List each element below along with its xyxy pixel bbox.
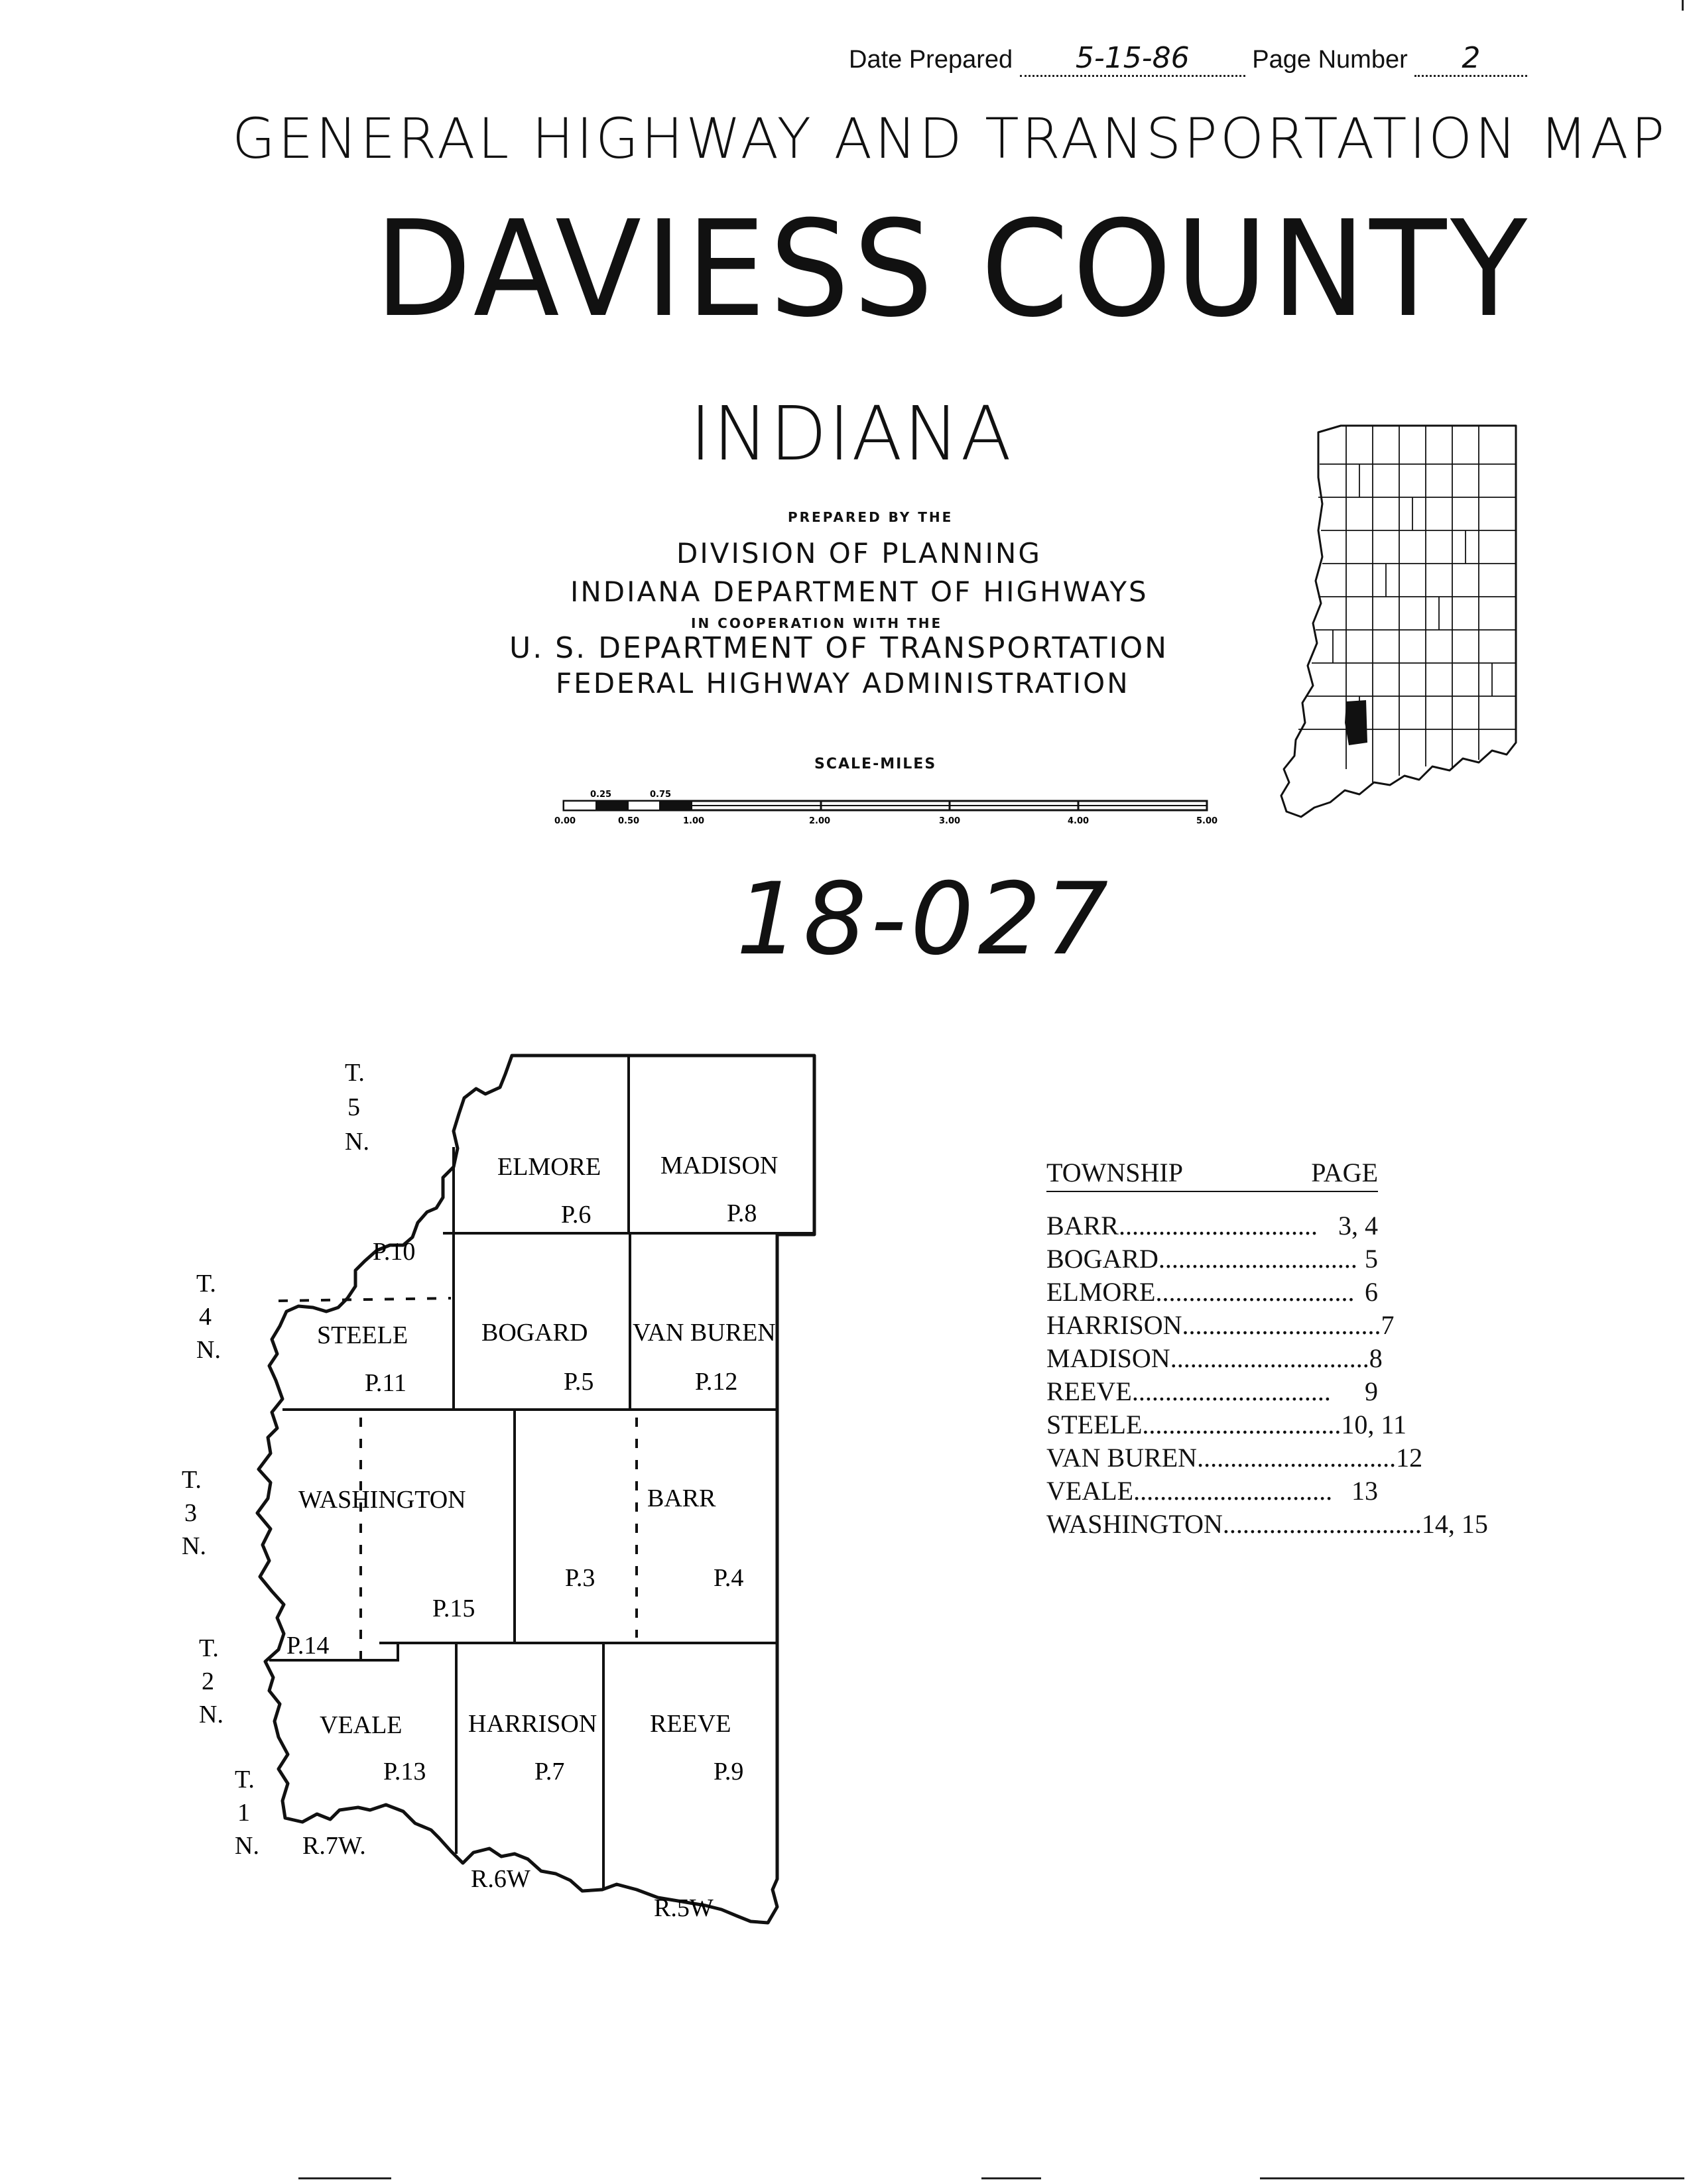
township-page-madison: P.8 [727,1199,757,1227]
county-code: 18-027 [736,862,1113,977]
index-cell: 8 [1369,1343,1383,1373]
scale-tick-lower: 5.00 [1196,816,1218,826]
township-page-washington: P.15 [432,1595,475,1622]
scale-tick-lower: 3.00 [939,816,961,826]
scale-tick-upper: 0.75 [650,790,672,800]
township-label-elmore: ELMORE [497,1153,601,1181]
scale-bar [544,782,1233,835]
range-r6w: R.6W [471,1865,531,1893]
index-township-cell: ELMORE.............................. [1046,1277,1355,1307]
tier-t1-num: 1 [237,1799,250,1827]
tier-t3-n: N. [182,1532,206,1560]
township-page-van-buren: P.12 [695,1368,738,1396]
scan-artifact-line [298,2177,391,2179]
index-cell: 10, 11 [1341,1410,1406,1439]
township-page-elmore: P.6 [561,1201,592,1229]
index-cell: 14, 15 [1421,1509,1488,1539]
township-page-harrison: P.7 [534,1758,565,1786]
scale-tick-lower: 0.00 [554,816,576,826]
index-cell: VEALE [1046,1476,1134,1506]
indiana-locator-map [1267,411,1545,835]
map-title: GENERAL HIGHWAY AND TRANSPORTATION MAP [232,106,1668,171]
index-cell: VAN BUREN [1046,1443,1198,1473]
index-cell: 5 [1365,1244,1378,1274]
township-label-harrison: HARRISON [468,1710,597,1738]
index-cell: MADISON [1046,1343,1170,1373]
index-row [1046,1408,1406,1441]
range-r5w: R.5W [654,1894,714,1922]
township-label-washington: WASHINGTON [298,1486,466,1514]
tier-t2-t: T. [199,1634,219,1662]
tier-t1-t: T. [235,1766,255,1793]
index-township-cell: MADISON.............................. [1046,1343,1369,1373]
tier-t3-num: 3 [184,1499,197,1527]
scale-label: SCALE-MILES [814,756,937,772]
township-page-barr: P.4 [714,1564,744,1592]
index-cell: BOGARD [1046,1244,1158,1274]
township-label-veale: VEALE [320,1711,403,1739]
index-cell: STEELE [1046,1410,1143,1439]
state-title: INDIANA [690,391,1013,477]
index-row [1046,1475,1378,1508]
index-cell: 3, 4 [1338,1211,1378,1241]
index-township-cell: VAN BUREN.............................. [1046,1443,1397,1473]
tier-t1-n: N. [235,1832,259,1860]
index-cell: 12 [1396,1443,1423,1473]
township-label-madison: MADISON [660,1152,779,1180]
index-row [1046,1342,1383,1375]
usdot-name: U. S. DEPARTMENT OF TRANSPORTATION [509,631,1168,665]
index-cell: WASHINGTON [1046,1509,1223,1539]
date-prepared-line [849,41,1527,77]
scale-tick-lower: 4.00 [1068,816,1090,826]
index-cell: ELMORE [1046,1277,1156,1307]
township-label-reeve: REEVE [650,1710,731,1738]
tier-t3-t: T. [182,1466,202,1494]
township-page-reeve: P.9 [714,1758,744,1786]
index-row [1046,1441,1423,1475]
division-name: DIVISION OF PLANNING [676,537,1042,570]
scan-artifact-line [1260,2177,1684,2179]
township-page-p10: P.10 [373,1238,416,1266]
index-cell: HARRISON [1046,1310,1182,1340]
index-row [1046,1508,1488,1541]
scale-tick-lower: 2.00 [809,816,831,826]
index-header-township: TOWNSHIP [1046,1158,1183,1187]
index-header [1046,1157,1378,1192]
township-page-bogard: P.5 [564,1368,594,1396]
range-r7w: R.7W. [302,1832,366,1860]
daviess-county-highlight [1345,700,1367,745]
prepared-by: PREPARED BY THE [788,509,954,525]
index-township-cell: BARR.............................. [1046,1211,1318,1241]
scale-tick-lower: 0.50 [618,816,640,826]
township-index-table [1046,1157,1488,1541]
department-name: INDIANA DEPARTMENT OF HIGHWAYS [570,576,1149,608]
index-township-cell: WASHINGTON.............................. [1046,1509,1422,1539]
tier-t5-num: 5 [347,1093,360,1121]
tier-t4-t: T. [196,1270,216,1298]
township-label-van-buren: VAN BUREN [633,1319,776,1347]
scale-tick-lower: 1.00 [683,816,705,826]
index-cell: 13 [1351,1476,1378,1506]
scale-tick-upper: 0.25 [590,790,612,800]
township-label-barr: BARR [647,1485,716,1512]
scan-artifact-line [981,2177,1041,2179]
index-cell: 6 [1365,1277,1378,1307]
page-number-value: 2 [1462,41,1481,75]
township-page-p3: P.3 [565,1564,595,1592]
index-row [1046,1309,1395,1342]
tier-t4-num: 4 [199,1303,212,1331]
county-title: DAVIESS COUNTY [375,192,1531,347]
index-cell: REEVE [1046,1376,1132,1406]
tier-t4-n: N. [196,1336,221,1364]
tier-t2-n: N. [199,1701,223,1729]
index-township-cell: STEELE.............................. [1046,1410,1342,1439]
index-cell: 9 [1365,1376,1378,1406]
index-township-cell: REEVE.............................. [1046,1376,1331,1406]
page-number-label: Page Number [1252,46,1408,74]
township-label-bogard: BOGARD [481,1319,588,1347]
index-township-cell: VEALE.............................. [1046,1476,1333,1506]
index-township-cell: HARRISON.............................. [1046,1310,1381,1340]
date-prepared-label: Date Prepared [849,46,1013,74]
scan-artifact-line [1682,0,1684,11]
township-page-steele: P.11 [365,1369,407,1397]
cooperation-note: IN COOPERATION WITH THE [691,615,943,631]
index-row [1046,1243,1378,1276]
index-row [1046,1375,1378,1408]
tier-t5-t: T. [345,1059,365,1087]
township-map [172,1034,836,1949]
township-page-veale: P.13 [383,1758,426,1786]
tier-t2-num: 2 [202,1668,214,1695]
index-row [1046,1276,1378,1309]
index-cell: BARR [1046,1211,1119,1241]
date-prepared-value: 5-15-86 [1075,41,1190,75]
tier-t5-n: N. [345,1128,369,1156]
township-label-steele: STEELE [317,1321,408,1349]
index-row [1046,1209,1378,1243]
fhwa-name: FEDERAL HIGHWAY ADMINISTRATION [556,667,1130,699]
index-cell: 7 [1381,1310,1395,1340]
index-header-page: PAGE [1311,1158,1378,1187]
index-township-cell: BOGARD.............................. [1046,1244,1357,1274]
township-page-p14: P.14 [286,1632,330,1660]
